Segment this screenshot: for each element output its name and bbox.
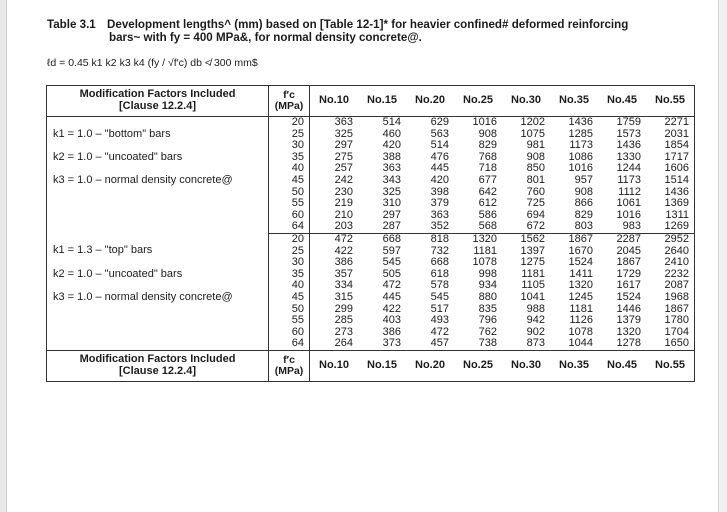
length-value: 1854 — [646, 140, 695, 152]
length-value: 829 — [574, 208, 593, 221]
fc-value: 50 — [269, 187, 310, 199]
length-value: 1285 — [568, 127, 593, 140]
length-value: 1275 — [520, 256, 545, 269]
length-value: 1078 — [472, 256, 497, 269]
length-value: 718 — [478, 162, 497, 175]
length-value: 1173 — [569, 139, 593, 152]
bar-size-header: No.20 — [406, 86, 454, 117]
modification-factors-title: Modification Factors Included — [79, 353, 236, 366]
length-value: 2640 — [646, 246, 695, 258]
length-value: 514 — [430, 139, 449, 152]
fc-value: 25 — [269, 129, 310, 141]
length-value: 1075 — [520, 127, 545, 140]
bar-size-footer: No.10 — [310, 350, 359, 381]
length-value: 1968 — [646, 292, 695, 304]
length-value: 1606 — [646, 163, 695, 175]
length-value: 760 — [526, 185, 545, 198]
length-value: 1086 — [568, 150, 593, 163]
length-value: 242 — [334, 173, 353, 186]
length-value: 672 — [502, 221, 550, 233]
length-value: 1126 — [569, 314, 593, 327]
length-value: 285 — [334, 314, 353, 327]
length-value: 1867 — [616, 256, 641, 269]
factor-label: k3 = 1.0 – normal density concrete@ — [53, 174, 233, 187]
length-value: 230 — [334, 185, 353, 198]
length-value: 422 — [334, 244, 353, 257]
length-value: 908 — [574, 185, 593, 198]
window-left-edge — [0, 0, 7, 512]
development-length-equation: ℓd = 0.45 k1 k2 k3 k4 (fy / √f′c) db ≮ 300 mm$ — [47, 57, 258, 69]
fc-value: 30 — [269, 140, 310, 152]
length-value: 2952 — [646, 233, 695, 245]
length-value: 315 — [334, 290, 353, 303]
length-value: 363 — [334, 116, 353, 128]
length-value: 472 — [430, 325, 449, 338]
length-value: 568 — [454, 221, 502, 233]
length-value: 2045 — [616, 244, 641, 257]
length-value: 803 — [550, 221, 598, 233]
fc-value: 25 — [269, 246, 310, 258]
length-value: 352 — [406, 221, 454, 233]
fc-value: 55 — [269, 198, 310, 210]
modification-factors-footer — [47, 350, 269, 381]
length-value: 1320 — [568, 279, 593, 292]
length-value: 1181 — [473, 244, 497, 257]
length-value: 545 — [430, 290, 449, 303]
length-value: 275 — [334, 150, 353, 163]
length-value: 420 — [430, 173, 449, 186]
bar-size-footer: No.30 — [502, 350, 550, 381]
caption-line-2: bars~ with fy = 400 MPa&, for normal density concrete@. — [109, 31, 422, 44]
length-value: 203 — [310, 221, 359, 233]
table-row — [47, 233, 695, 245]
length-value: 1524 — [568, 256, 593, 269]
length-value: 1780 — [646, 315, 695, 327]
fc-symbol: f′c — [283, 353, 295, 366]
length-value: 866 — [574, 197, 593, 210]
fc-value: 64 — [269, 338, 310, 350]
modification-factors-cell — [47, 233, 269, 350]
length-value: 957 — [574, 173, 593, 186]
length-value: 388 — [382, 150, 401, 163]
length-value: 386 — [334, 256, 353, 269]
length-value: 297 — [334, 139, 353, 152]
length-value: 1704 — [646, 327, 695, 339]
table-header-row — [47, 86, 695, 117]
length-value: 472 — [334, 232, 353, 245]
length-value: 738 — [454, 338, 502, 350]
length-value: 2410 — [646, 257, 695, 269]
length-value: 210 — [334, 208, 353, 221]
length-value: 1514 — [646, 175, 695, 187]
length-value: 420 — [382, 139, 401, 152]
length-value: 942 — [526, 314, 545, 327]
modification-factors-header — [47, 86, 269, 117]
length-value: 1369 — [646, 198, 695, 210]
length-value: 1041 — [520, 290, 545, 303]
length-value: 2031 — [646, 129, 695, 141]
length-value: 801 — [526, 173, 545, 186]
length-value: 505 — [382, 267, 401, 280]
length-value: 1717 — [646, 152, 695, 164]
length-value: 219 — [334, 197, 353, 210]
length-value: 386 — [382, 325, 401, 338]
bar-size-footer: No.35 — [550, 350, 598, 381]
fc-value: 60 — [269, 210, 310, 222]
length-value: 310 — [382, 197, 401, 210]
length-value: 264 — [310, 338, 359, 350]
length-value: 694 — [526, 208, 545, 221]
table-body — [47, 117, 695, 351]
development-length-table — [46, 85, 695, 382]
bar-size-header: No.10 — [310, 86, 359, 117]
length-value: 586 — [478, 208, 497, 221]
length-value: 373 — [358, 338, 406, 350]
fc-value: 60 — [269, 327, 310, 339]
length-value: 762 — [478, 325, 497, 338]
bar-size-footer: No.20 — [406, 350, 454, 381]
length-value: 1650 — [646, 338, 695, 350]
bar-size-header: No.25 — [454, 86, 502, 117]
length-value: 1202 — [520, 116, 545, 128]
length-value: 1867 — [646, 304, 695, 316]
length-value: 1181 — [569, 302, 593, 315]
fc-unit: (MPa) — [274, 364, 304, 377]
length-value: 818 — [430, 232, 449, 245]
length-value: 472 — [382, 279, 401, 292]
length-value: 1397 — [520, 244, 545, 257]
length-value: 2232 — [646, 269, 695, 281]
length-value: 668 — [430, 256, 449, 269]
length-value: 908 — [478, 127, 497, 140]
modification-factors-title: Modification Factors Included — [79, 88, 236, 101]
table-number: Table 3.1 — [47, 18, 96, 31]
length-value: 1269 — [646, 221, 695, 233]
length-value: 1173 — [617, 173, 641, 186]
fc-footer — [269, 350, 310, 381]
length-value: 1016 — [568, 162, 593, 175]
length-value: 1105 — [521, 279, 545, 292]
length-value: 445 — [430, 162, 449, 175]
length-value: 1330 — [616, 150, 641, 163]
fc-value: 35 — [269, 269, 310, 281]
factor-label: k1 = 1.3 – "top" bars — [53, 244, 153, 257]
length-value: 1061 — [616, 197, 641, 210]
length-value: 1016 — [472, 116, 497, 128]
length-value: 1446 — [616, 302, 641, 315]
length-value: 850 — [526, 162, 545, 175]
length-value: 1436 — [646, 187, 695, 199]
length-value: 422 — [382, 302, 401, 315]
length-value: 578 — [430, 279, 449, 292]
bar-size-header: No.55 — [646, 86, 695, 117]
length-value: 2087 — [646, 280, 695, 292]
length-value: 325 — [382, 185, 401, 198]
length-value: 1617 — [616, 279, 641, 292]
length-value: 677 — [478, 173, 497, 186]
length-value: 1867 — [568, 232, 593, 245]
length-value: 618 — [430, 267, 449, 280]
length-value: 983 — [598, 221, 646, 233]
length-value: 1044 — [550, 338, 598, 350]
fc-value: 40 — [269, 280, 310, 292]
length-value: 273 — [334, 325, 353, 338]
length-value: 629 — [430, 116, 449, 128]
length-value: 1562 — [520, 232, 545, 245]
fc-value: 64 — [269, 221, 310, 233]
length-value: 325 — [334, 127, 353, 140]
length-value: 1320 — [472, 232, 497, 245]
bar-size-footer: No.25 — [454, 350, 502, 381]
length-value: 1524 — [616, 290, 641, 303]
length-value: 457 — [406, 338, 454, 350]
length-value: 357 — [334, 267, 353, 280]
length-value: 1670 — [568, 244, 593, 257]
length-value: 1278 — [598, 338, 646, 350]
length-value: 1759 — [616, 116, 641, 128]
table-footer-row — [47, 350, 695, 381]
table-row — [47, 117, 695, 129]
clause-reference: [Clause 12.2.4] — [118, 364, 197, 377]
length-value: 732 — [430, 244, 449, 257]
length-value: 1320 — [616, 325, 641, 338]
length-value: 829 — [478, 139, 497, 152]
length-value: 1573 — [616, 127, 641, 140]
length-value: 334 — [334, 279, 353, 292]
length-value: 880 — [478, 290, 497, 303]
factor-label: k1 = 1.0 – "bottom" bars — [53, 128, 171, 140]
length-value: 476 — [430, 150, 449, 163]
length-value: 1411 — [569, 267, 593, 280]
length-value: 1112 — [618, 185, 641, 198]
fc-value: 35 — [269, 152, 310, 164]
length-value: 612 — [478, 197, 497, 210]
length-value: 363 — [382, 162, 401, 175]
length-value: 379 — [430, 197, 449, 210]
length-value: 873 — [502, 338, 550, 350]
length-value: 642 — [478, 185, 497, 198]
fc-value: 20 — [269, 117, 310, 129]
length-value: 908 — [526, 150, 545, 163]
length-value: 1181 — [521, 267, 545, 280]
factor-label: k2 = 1.0 – "uncoated" bars — [53, 267, 183, 280]
length-value: 668 — [382, 232, 401, 245]
length-value: 902 — [526, 325, 545, 338]
fc-value: 30 — [269, 257, 310, 269]
length-value: 768 — [478, 150, 497, 163]
length-value: 1078 — [568, 325, 593, 338]
length-value: 1311 — [646, 210, 695, 222]
bar-size-header: No.35 — [550, 86, 598, 117]
bar-size-footer: No.55 — [646, 350, 695, 381]
length-value: 445 — [382, 290, 401, 303]
factor-label: k2 = 1.0 – "uncoated" bars — [53, 151, 183, 164]
length-value: 257 — [334, 162, 353, 175]
length-value: 299 — [334, 302, 353, 315]
bar-size-header: No.30 — [502, 86, 550, 117]
length-value: 1016 — [616, 208, 641, 221]
length-value: 597 — [382, 244, 401, 257]
length-value: 398 — [430, 185, 449, 198]
length-value: 1436 — [616, 139, 641, 152]
length-value: 1729 — [616, 267, 641, 280]
fc-value: 50 — [269, 304, 310, 316]
length-value: 796 — [478, 314, 497, 327]
fc-value: 55 — [269, 315, 310, 327]
modification-factors-cell — [47, 117, 269, 234]
length-value: 725 — [526, 197, 545, 210]
fc-symbol: f′c — [283, 89, 295, 101]
length-value: 287 — [358, 221, 406, 233]
bar-size-footer: No.15 — [358, 350, 406, 381]
bar-size-header: No.15 — [358, 86, 406, 117]
factor-label: k3 = 1.0 – normal density concrete@ — [53, 290, 233, 303]
caption-line-1: Development lengths^ (mm) based on [Table 12-1]* for heavier confined# deformed reinforcing — [107, 18, 629, 31]
length-value: 460 — [382, 127, 401, 140]
length-value: 981 — [526, 139, 545, 152]
bar-size-footer: No.45 — [598, 350, 646, 381]
length-value: 998 — [478, 267, 497, 280]
length-value: 493 — [430, 314, 449, 327]
fc-value: 20 — [269, 233, 310, 245]
length-value: 934 — [478, 279, 497, 292]
window-right-edge — [718, 0, 727, 512]
fc-header — [269, 86, 310, 117]
clause-reference: [Clause 12.2.4] — [118, 100, 197, 112]
length-value: 297 — [382, 208, 401, 221]
table-caption — [47, 18, 697, 44]
length-value: 563 — [430, 127, 449, 140]
fc-value: 45 — [269, 292, 310, 304]
length-value: 1244 — [616, 162, 641, 175]
length-value: 403 — [382, 314, 401, 327]
length-value: 1379 — [616, 314, 641, 327]
length-value: 1436 — [568, 116, 593, 128]
bar-size-header: No.45 — [598, 86, 646, 117]
length-value: 2287 — [616, 232, 641, 245]
fc-value: 40 — [269, 163, 310, 175]
length-value: 1245 — [568, 290, 593, 303]
fc-unit: (MPa) — [274, 100, 304, 112]
length-value: 988 — [526, 302, 545, 315]
length-value: 517 — [430, 302, 449, 315]
length-value: 363 — [430, 208, 449, 221]
length-value: 514 — [382, 116, 401, 128]
length-value: 545 — [382, 256, 401, 269]
length-value: 2271 — [646, 117, 695, 129]
fc-value: 45 — [269, 175, 310, 187]
length-value: 835 — [478, 302, 497, 315]
length-value: 343 — [382, 173, 401, 186]
